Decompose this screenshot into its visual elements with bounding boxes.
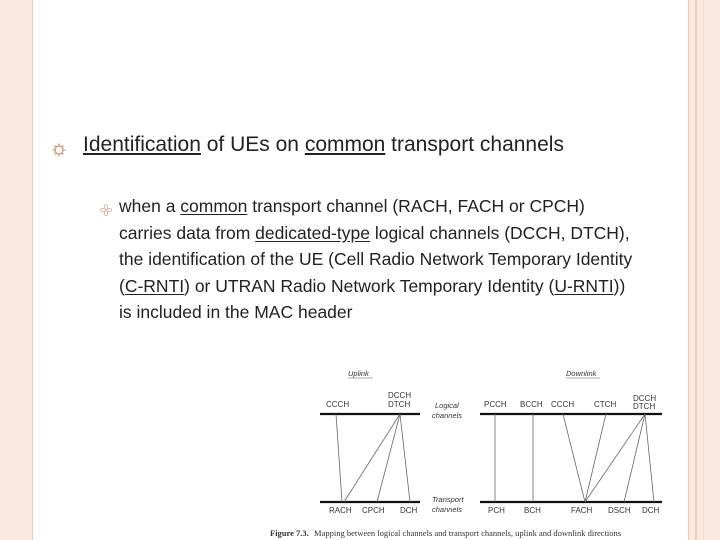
downlink-transport-dch: DCH [642, 506, 660, 515]
bullet-part-1: when a [119, 196, 181, 216]
channel-mapping-figure [270, 362, 720, 540]
left-decor-band [0, 0, 33, 540]
downlink-logical-dtch: DTCH [633, 402, 656, 411]
downlink-logical-pcch: PCCH [484, 400, 507, 409]
heading-part-4: transport channels [385, 133, 564, 156]
uplink-transport-dch: DCH [400, 506, 418, 515]
uplink-logical-ccch: CCCH [326, 400, 350, 409]
uplink-logical-dtch: DTCH [388, 400, 411, 409]
slide-heading [83, 130, 623, 160]
figure-caption-text: Mapping between logical channels and transport channels, uplink and downlink directions [314, 528, 622, 538]
bullet-dedicated-type: dedicated-type [255, 222, 370, 243]
downlink-logical-ccch: CCCH [551, 400, 575, 409]
uplink-logical-dcch: DCCH [388, 391, 412, 400]
downlink-logical-ctch: CTCH [594, 400, 617, 409]
heading-identification: Identification [83, 133, 201, 156]
downlink-title: Downlink [566, 369, 597, 378]
bullet-part-7: ) or UTRAN Radio Network Temporary Identity ( [184, 275, 555, 296]
bullet-part-5: logical channels (DCCH, DTCH), the identification of the UE (Cell Radio Network Temporary Identity ( [119, 222, 633, 296]
sun-bullet-icon [52, 143, 66, 157]
bullet-common: common [180, 196, 248, 216]
bullet-u-rnti: U-RNTI [554, 275, 614, 296]
uplink-transport-rach: RACH [329, 506, 352, 515]
uplink-title: Uplink [348, 369, 369, 378]
flower-bullet-icon [100, 204, 112, 216]
logical-label-1: Logical [435, 401, 459, 410]
heading-part-2: of UEs on [200, 133, 305, 156]
uplink-transport-cpch: CPCH [362, 506, 385, 515]
downlink-transport-pch: PCH [488, 506, 505, 515]
bullet-c-rnti: C-RNTI [124, 275, 185, 296]
transport-label-2: channels [432, 505, 463, 514]
downlink-transport-bch: BCH [524, 506, 541, 515]
downlink-transport-dsch: DSCH [608, 506, 631, 515]
figure-caption-label: Figure 7.3. [270, 528, 309, 538]
bullet-part-3: transport channel (RACH, FACH or CPCH) carries data from [119, 196, 585, 243]
heading-common: common [304, 133, 386, 156]
downlink-logical-dcch: DCCH [633, 394, 657, 403]
logical-label-2: channels [432, 411, 463, 420]
downlink-logical-bcch: BCCH [520, 400, 543, 409]
bullet-part-9: )) is included in the MAC header [119, 275, 626, 322]
transport-label-1: Transport [432, 495, 464, 504]
bullet-text [119, 193, 641, 326]
downlink-transport-fach: FACH [571, 506, 593, 515]
